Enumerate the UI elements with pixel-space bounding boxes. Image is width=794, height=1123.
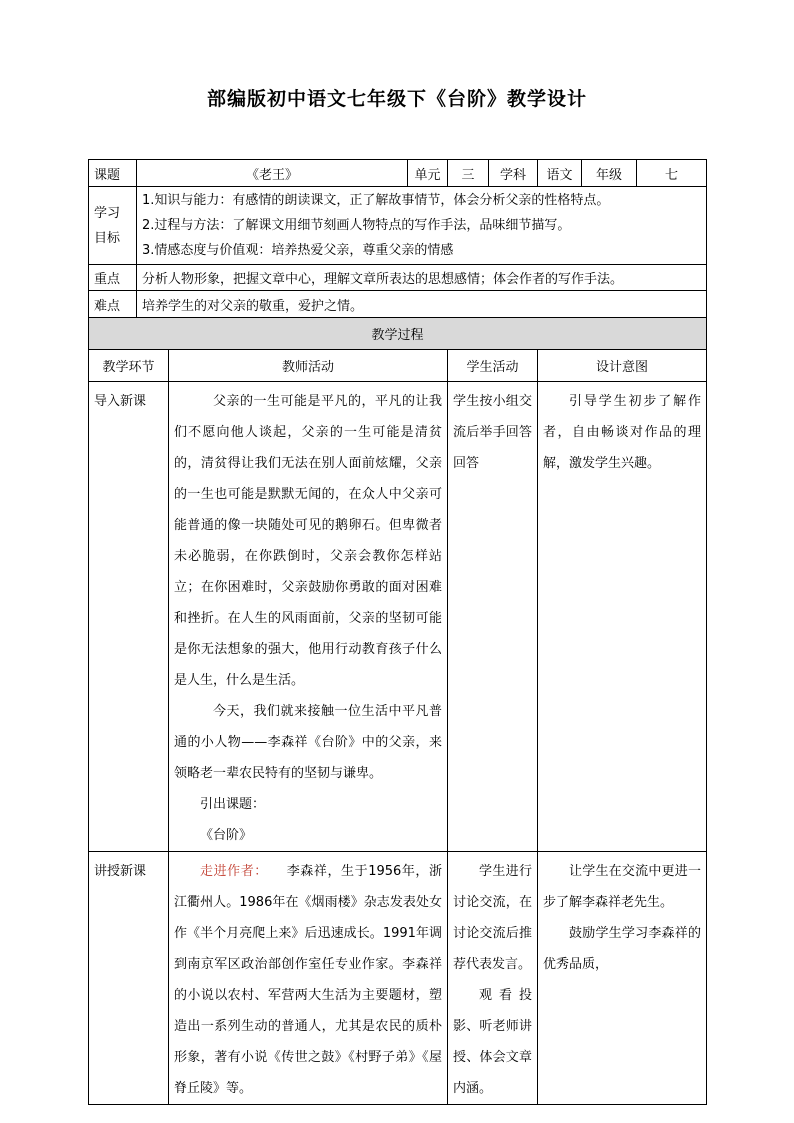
subject-value: 语文 xyxy=(538,160,582,187)
intro-teacher-p2: 今天，我们就来接触一位生活中平凡普通的小人物——李森祥《台阶》中的父亲，来领略老一辈农民特有的坚韧与谦卑。 xyxy=(174,704,443,781)
grade-value: 七 xyxy=(637,160,707,187)
intro-stage: 导入新课 xyxy=(89,382,169,852)
goal-item: 3.情感态度与价值观：培养热爱父亲，尊重父亲的情感 xyxy=(142,243,454,258)
goals-label-line2: 目标 xyxy=(94,230,121,246)
grade-label: 年级 xyxy=(582,160,637,187)
intro-teacher-p1: 父亲的一生可能是平凡的，平凡的让我们不愿向他人谈起，父亲的一生可能是清贫的，清贫得让我们无法在别人面前炫耀，父亲的一生也可能是默默无闻的，在众人中父亲可能普通的像一块随处可见的鹅卵石。但卑微者未必脆弱，在你跌倒时，父亲会教你怎样站立；在你困难时，父亲鼓励你勇敢的面对困难和挫折。在人生的风雨面前，父亲的坚韧可能是你无法想象的强大，他用行动教育孩子什么是人生，什么是生活。 xyxy=(174,394,443,688)
col-header-student: 学生活动 xyxy=(448,350,538,382)
key-label: 重点 xyxy=(89,265,137,291)
process-header-row xyxy=(89,318,707,350)
difficult-text: 培养学生的对父亲的敬重，爱护之情。 xyxy=(137,291,707,318)
lecture-teacher-activity xyxy=(169,852,448,1105)
lecture-design-intent xyxy=(538,852,707,1105)
topic-value: 《老王》 xyxy=(137,160,408,187)
column-headers-row xyxy=(89,350,707,382)
lesson-plan-table xyxy=(88,159,707,1105)
goals-list xyxy=(137,187,707,265)
goals-label-line1: 学习 xyxy=(94,205,121,221)
unit-value: 三 xyxy=(448,160,489,187)
goal-item: 1.知识与能力：有感情的朗读课文，正了解故事情节，体会分析父亲的性格特点。 xyxy=(142,193,610,208)
lecture-intent-p2: 鼓励学生学习李森祥的优秀品质， xyxy=(543,926,702,972)
unit-label: 单元 xyxy=(408,160,448,187)
lecture-student-p1: 学生进行讨论交流，在讨论交流后推荐代表发言。 xyxy=(453,864,533,972)
difficult-row xyxy=(89,291,707,318)
lecture-teacher-text: 李森祥，生于1956年，浙江衢州人。1986年在《烟雨楼》杂志发表处女作《半个月亮爬上来》后迅速成长。1991年调到南京军区政治部创作室任专业作家。李森祥的小说以农村、军营两大生活为主要题材，塑造出一系列生动的普通人，尤其是农民的质朴形象，著有小说《传世之鼓》《村野子弟》《屋脊丘陵》等。 xyxy=(174,864,443,1096)
intro-row xyxy=(89,382,707,852)
col-header-teacher: 教师活动 xyxy=(169,350,448,382)
col-header-stage: 教学环节 xyxy=(89,350,169,382)
process-title: 教学过程 xyxy=(89,318,707,350)
key-text: 分析人物形象，把握文章中心，理解文章所表达的思想感情；体会作者的写作手法。 xyxy=(137,265,707,291)
goal-item: 2.过程与方法：了解课文用细节刻画人物特点的写作手法，品味细节描写。 xyxy=(142,218,571,233)
difficult-label: 难点 xyxy=(89,291,137,318)
lecture-student-activity xyxy=(448,852,538,1105)
lecture-intent-p1: 让学生在交流中更进一步了解李森祥老先生。 xyxy=(543,864,702,910)
document-title: 部编版初中语文七年级下《台阶》教学设计 xyxy=(206,88,587,110)
lecture-student-p2: 观看投影、听老师讲授、体会文章内涵。 xyxy=(453,988,533,1096)
subject-label: 学科 xyxy=(489,160,538,187)
intro-teacher-p3: 引出课题： xyxy=(200,797,266,812)
info-row xyxy=(89,160,707,187)
lecture-stage: 讲授新课 xyxy=(89,852,169,1105)
lecture-row xyxy=(89,852,707,1105)
topic-label: 课题 xyxy=(89,160,137,187)
key-row xyxy=(89,265,707,291)
intro-teacher-p4: 《台阶》 xyxy=(200,828,253,843)
goals-label xyxy=(89,187,137,265)
intro-student-activity: 学生按小组交流后举手回答回答 xyxy=(448,382,538,852)
intro-design-intent: 引导学生初步了解作者，自由畅谈对作品的理解，激发学生兴趣。 xyxy=(538,382,707,852)
goals-row xyxy=(89,187,707,265)
intro-teacher-activity xyxy=(169,382,448,852)
col-header-intent: 设计意图 xyxy=(538,350,707,382)
lecture-teacher-label: 走进作者： xyxy=(200,864,268,879)
